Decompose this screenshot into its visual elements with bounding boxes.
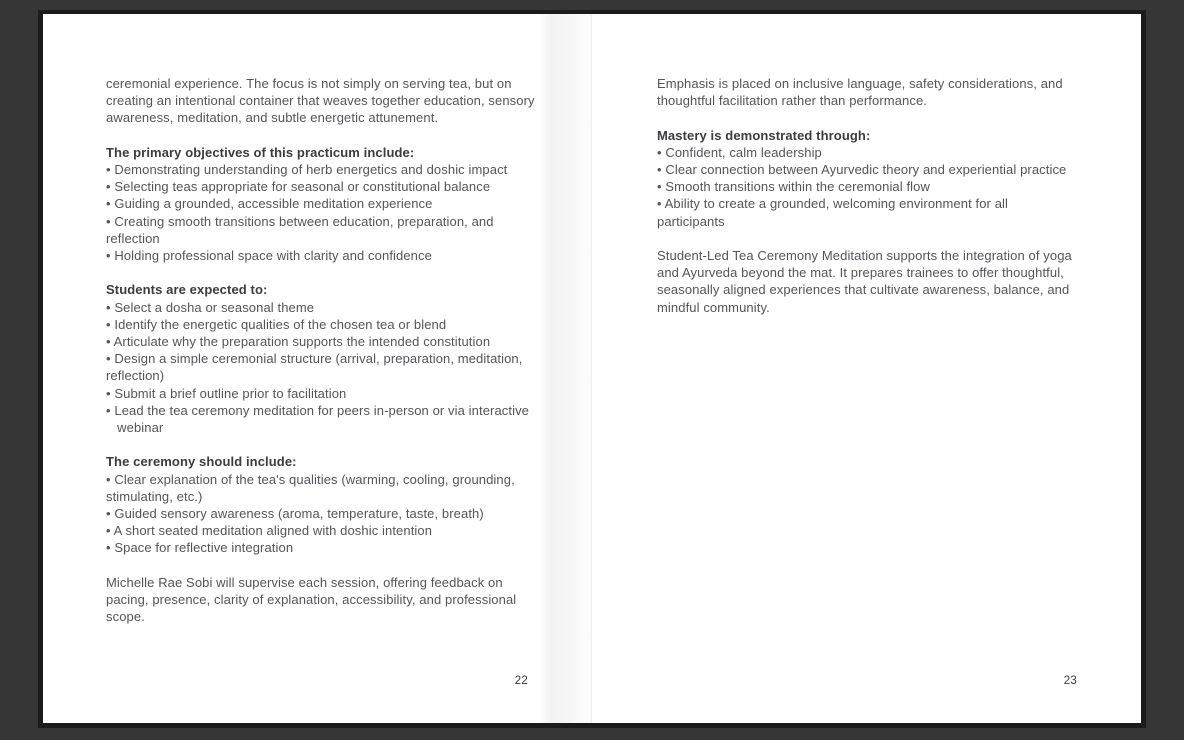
text-line: seasonally aligned experiences that cultivate awareness, balance, and: [657, 282, 1070, 298]
page-number: 23: [1063, 675, 1077, 687]
text-block: [106, 281, 536, 436]
text-line: creating an intentional container that weaves together education, sensory: [106, 93, 535, 109]
text-line: and Ayurveda beyond the mat. It prepares trainees to offer thoughtful,: [657, 265, 1064, 281]
text-line: • Guided sensory awareness (aroma, temperature, taste, breath): [106, 506, 484, 522]
text-line: • Design a simple ceremonial structure (arrival, preparation, meditation,: [106, 351, 523, 367]
section-heading: The primary objectives of this practicum include:: [106, 144, 415, 160]
text-block: [657, 75, 1085, 109]
text-line: • Articulate why the preparation supports the intended constitution: [106, 334, 491, 350]
text-line: • Smooth transitions within the ceremonial flow: [657, 179, 930, 195]
text-line: • Ability to create a grounded, welcoming environment for all: [657, 196, 1008, 212]
text-line: • Holding professional space with clarity and confidence: [106, 248, 432, 264]
page-left-content: [106, 75, 536, 625]
text-line: • Space for reflective integration: [106, 540, 294, 556]
page-number: 22: [514, 675, 528, 687]
text-line: • Identify the energetic qualities of the chosen tea or blend: [106, 316, 447, 332]
book-spread: [38, 10, 1146, 728]
text-line: ceremonial experience. The focus is not simply on serving tea, but on: [106, 76, 512, 91]
text-line: reflection): [106, 368, 165, 384]
section-heading: The ceremony should include:: [106, 454, 297, 470]
text-line: • Clear connection between Ayurvedic theory and experiential practice: [657, 162, 1067, 177]
text-line: Michelle Rae Sobi will supervise each session, offering feedback on: [106, 574, 503, 590]
text-block: [657, 247, 1085, 316]
page-right-content: [657, 75, 1085, 316]
text-block: [657, 127, 1085, 230]
text-line: • Creating smooth transitions between education, preparation, and: [106, 213, 494, 229]
text-block: [106, 144, 536, 264]
text-line: • Submit a brief outline prior to facilitation: [106, 385, 347, 401]
section-heading: Mastery is demonstrated through:: [657, 127, 871, 143]
text-line: thoughtful facilitation rather than performance.: [657, 93, 928, 109]
text-line: • Confident, calm leadership: [657, 144, 822, 160]
spine-gutter-shadow: [540, 14, 592, 723]
page-spread: [43, 14, 1141, 723]
text-line: mindful community.: [657, 299, 770, 315]
text-line: • Guiding a grounded, accessible meditation experience: [106, 196, 433, 212]
text-block: [106, 574, 536, 626]
text-line: stimulating, etc.): [106, 488, 203, 504]
text-line: • Lead the tea ceremony meditation for peers in-person or via interactive: [106, 402, 530, 418]
text-line: • A short seated meditation aligned with doshic intention: [106, 523, 433, 539]
text-line: webinar: [106, 420, 164, 436]
text-line: scope.: [106, 609, 145, 625]
text-line: • Clear explanation of the tea's qualities (warming, cooling, grounding,: [106, 471, 515, 487]
text-line: awareness, meditation, and subtle energetic attunement.: [106, 110, 439, 126]
text-line: reflection: [106, 230, 160, 246]
page-right: [592, 14, 1141, 723]
text-block: [106, 453, 536, 556]
text-line: participants: [657, 213, 725, 229]
text-line: Student-Led Tea Ceremony Meditation supports the integration of yoga: [657, 248, 1072, 263]
text-line: pacing, presence, clarity of explanation, accessibility, and professional: [106, 592, 517, 608]
text-line: • Demonstrating understanding of herb energetics and doshic impact: [106, 162, 508, 177]
text-line: Emphasis is placed on inclusive language, safety considerations, and: [657, 76, 1063, 91]
text-block: [106, 75, 536, 127]
page-left: [43, 14, 592, 723]
text-line: • Select a dosha or seasonal theme: [106, 299, 315, 315]
text-line: • Selecting teas appropriate for seasonal or constitutional balance: [106, 179, 491, 195]
section-heading: Students are expected to:: [106, 282, 268, 298]
